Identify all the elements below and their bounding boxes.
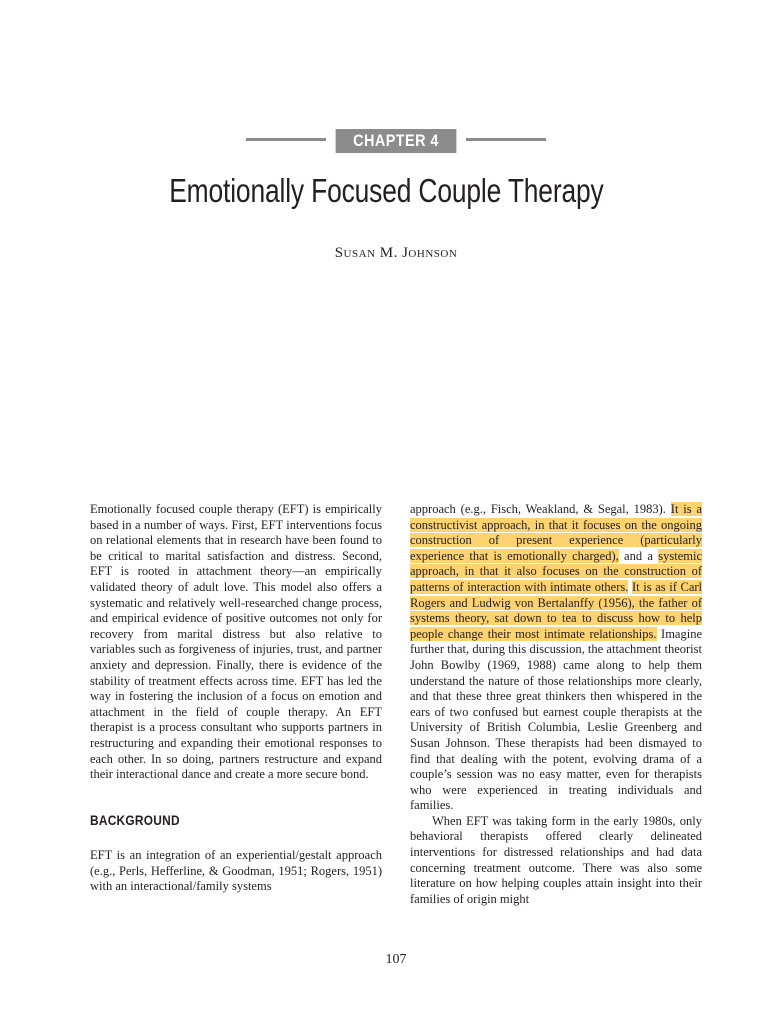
text-segment: and a (624, 548, 653, 563)
page-number: 107 (385, 952, 407, 967)
left-column (90, 502, 382, 895)
right-paragraph-1 (410, 502, 702, 814)
author-name: Susan M. Johnson (334, 245, 458, 261)
chapter-title: Emotionally Focused Couple Therapy (169, 172, 604, 209)
background-paragraph: EFT is an integration of an experiential/gestalt approach (e.g., Perls, Hefferline, & Goodman, 1951; Rogers, 1951) with an interactional/family systems (90, 848, 382, 894)
chapter-rule-left (246, 138, 326, 141)
highlighted-text[interactable]: It is as if Carl Rogers and Ludwig von Bertalanffy (1956), the father of systems theory, sat down to tea to discuss how to help people change their most intimate relationships. (410, 579, 703, 641)
highlighted-text[interactable]: systemic approach, in that it also focuses on the construction of patterns of interaction with intimate others. (410, 548, 703, 594)
right-paragraph-2: When EFT was taking form in the early 1980s, only behavioral therapists offered clearly delineated interventions for distressed relationships and had data concerning treatment outcome. There was also some literature on how helping couples attain insight into their families of origin might (410, 813, 702, 906)
chapter-label: CHAPTER 4 (336, 129, 457, 153)
text-segment: approach (e.g., Fisch, Weakland, & Segal, 1983). (410, 502, 666, 516)
intro-paragraph: Emotionally focused couple therapy (EFT) is empirically based in a number of ways. First, EFT interventions focus on relational elements that in research have been found to be critical to marital satisfaction and distress. Second, EFT is rooted in attachment theory—an empirically validated theory of adult love. This model also offers a systematic and relatively well-researched change process, and empirical evidence of positive outcomes not only for recovery from marital distress but also relative to variables such as forgiveness of injuries, trust, and partner anxiety and depression. Finally, there is evidence of the stability of treatment effects across time. EFT has led the way in fostering the inclusion of a focus on emotion and attachment in the field of couple therapy. An EFT therapist is a process consultant who supports partners in restructuring and expanding their emotional responses to each other. In so doing, partners restructure and expand their interactional dance and create a more secure bond. (90, 502, 382, 782)
right-column (410, 502, 702, 907)
highlighted-text[interactable]: It is a constructivist approach, in that it focuses on the ongoing construction of present experience (particularly experience that is emotionally charged), (410, 502, 703, 563)
text-segment: Imagine further that, during this discussion, the attachment theorist John Bowlby (1969, 1988) came along to help them understand the nature of those relationships more clearly, and that these three great thinkers then whispered in the ears of two confused but earnest couple therapists at the University of British Columbia, Leslie Greenberg and Susan Johnson. These therapists had been dismayed to find that dealing with the potent, evolving drama of a couple’s session was no easy matter, even for therapists who were experienced in treating individuals and families. (410, 626, 702, 813)
section-heading: BACKGROUND (90, 811, 180, 828)
chapter-rule-right (466, 138, 546, 141)
